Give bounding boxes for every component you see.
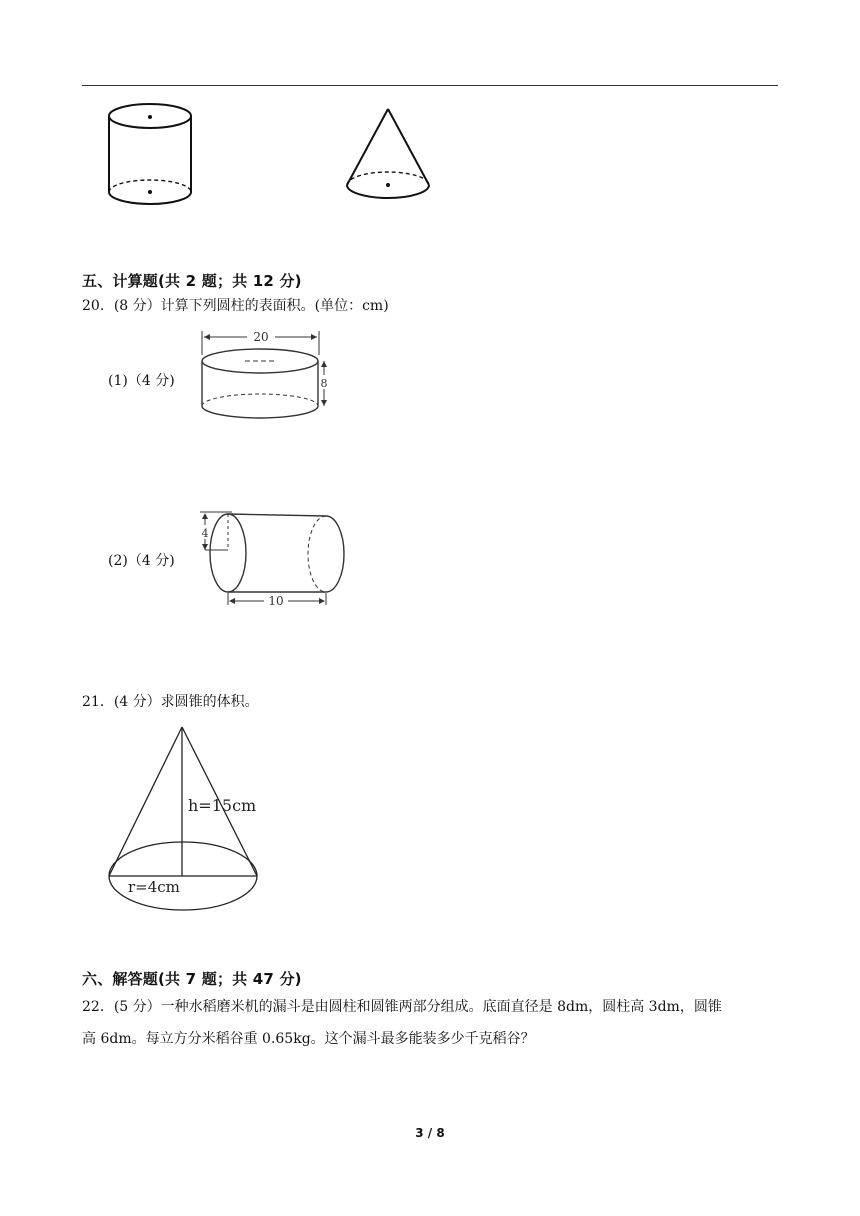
- q21-height-label: h=15cm: [188, 796, 257, 815]
- q22-line2: 高 6dm。每立方分米稻谷重 0.65kg。这个漏斗最多能装多少千克稻谷？: [82, 1031, 535, 1047]
- q20-text: 20．(8 分）计算下列圆柱的表面积。(单位：cm): [82, 298, 389, 314]
- q20-2-radius-label: 4: [201, 527, 209, 540]
- q20-1-diameter-label: 20: [253, 330, 269, 344]
- q20-part1-label: (1)（4 分): [108, 373, 175, 389]
- header-rule: [82, 85, 778, 86]
- cone-figure-q21: [100, 722, 270, 917]
- cylinder-figure-top: [100, 100, 210, 215]
- cone-figure-top: [340, 105, 440, 205]
- q22-text: [82, 991, 782, 1055]
- q20-1-height-label: 8: [320, 377, 328, 390]
- q20-part2-label: (2)（4 分): [108, 553, 175, 569]
- section5-heading: 五、计算题(共 2 题；共 12 分): [82, 272, 302, 290]
- cylinder-figure-q20-2: [196, 505, 356, 610]
- q21-text: 21．(4 分）求圆锥的体积。: [82, 694, 259, 710]
- cylinder-figure-q20-1: [195, 325, 345, 425]
- q20-2-length-label: 10: [268, 594, 284, 608]
- q22-line1: 22．(5 分）一种水稻磨米机的漏斗是由圆柱和圆锥两部分组成。底面直径是 8dm，圆柱高 3dm，圆锥: [82, 999, 722, 1015]
- page-number: 3 / 8: [415, 1126, 445, 1140]
- q21-radius-label: r=4cm: [128, 878, 180, 896]
- section6-heading: 六、解答题(共 7 题；共 47 分): [82, 970, 302, 988]
